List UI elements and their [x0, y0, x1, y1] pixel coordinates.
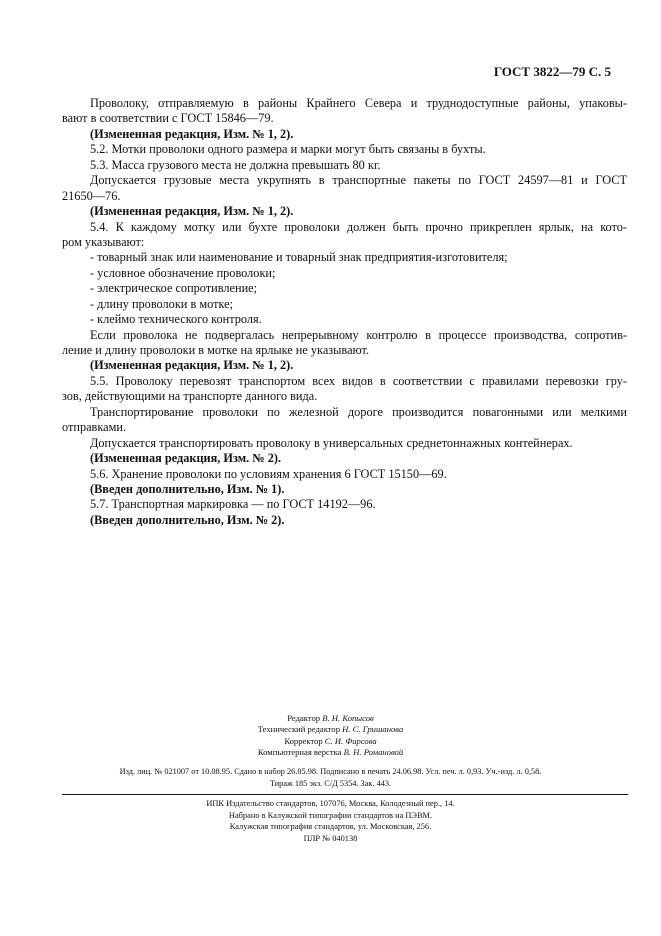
- publication-line: Тираж 185 экз. С/Д 5354. Зак. 443.: [269, 779, 392, 788]
- amendment-note: (Измененная редакция, Изм. № 1, 2).: [90, 204, 294, 219]
- credit-role: Технический редактор: [257, 724, 341, 735]
- publication-line: Изд. лиц. № 021007 от 10.08.95. Сдано в набор 26.05.98. Подписано в печать 24.06.98. Усл. печ. л. 0,93. Уч.-изд. л. 0,58.: [119, 767, 542, 776]
- text-line: - условное обозначение проволоки;: [90, 265, 276, 280]
- text-line: отправками.: [62, 420, 127, 435]
- credit-name: С. И. Фирсова: [324, 735, 377, 746]
- text-line: Если проволока не подвергалась непрерывному контролю в процессе производства, сопротив-: [90, 327, 627, 342]
- text-line: ром указывают:: [62, 234, 145, 249]
- text-line: Допускается грузовые места укрупнять в транспортные пакеты по ГОСТ 24597—81 и ГОСТ: [90, 173, 627, 188]
- imprint-line: Калужская типография стандартов, ул. Московская, 256.: [229, 822, 432, 831]
- credit-role: Корректор: [284, 735, 323, 746]
- imprint: [0, 798, 661, 844]
- amendment-note: (Измененная редакция, Изм. № 2).: [90, 451, 282, 466]
- document-body: [62, 96, 627, 528]
- imprint-line: Набрано в Калужской типографии стандартов на ПЭВМ.: [228, 810, 433, 820]
- divider: [62, 794, 628, 795]
- text-line: - товарный знак или наименование и товарный знак предприятия-изготовителя;: [90, 250, 508, 265]
- amendment-note: (Измененная редакция, Изм. № 1, 2).: [90, 358, 294, 373]
- credit-name: В. Н. Романовой: [343, 746, 404, 757]
- credit-line: [0, 724, 661, 735]
- credit-line: [0, 713, 661, 724]
- text-line: Транспортирование проволоки по железной дороге производится повагонными или мелкими: [90, 404, 627, 419]
- text-line: ление и длину проволоки в мотке на ярлыке не указывают.: [62, 343, 370, 357]
- publication-info: [0, 766, 661, 790]
- text-line: - длину проволоки в мотке;: [90, 296, 234, 311]
- credit-role: Редактор: [287, 713, 321, 723]
- imprint-line: ИПК Издательство стандартов, 107076, Москва, Колодезный пер., 14.: [206, 799, 455, 808]
- text-line: вают в соответствии с ГОСТ 15846—79.: [62, 111, 274, 126]
- text-line: Проволоку, отправляемую в районы Крайнего Севера и труднодоступные районы, упаковы-: [90, 96, 627, 110]
- text-line: зов, действующими на транспорте данного вида.: [62, 389, 318, 404]
- text-line: Допускается транспортировать проволоку в универсальных среднетоннажных контейнерах.: [90, 435, 573, 450]
- text-line: - клеймо технического контроля.: [90, 312, 262, 327]
- text-line: 5.7. Транспортная маркировка — по ГОСТ 14192—96.: [90, 497, 376, 512]
- text-line: 21650—76.: [62, 188, 121, 203]
- amendment-note: (Измененная редакция, Изм. № 1, 2).: [90, 126, 294, 141]
- text-line: 5.2. Мотки проволоки одного размера и марки могут быть связаны в бухты.: [90, 142, 486, 157]
- credit-name: Н. С. Гришанова: [342, 724, 404, 735]
- text-line: - электрическое сопротивление;: [90, 281, 258, 296]
- text-line: 5.5. Проволоку перевозят транспортом всех видов в соответствии с правилами перевозки гру-: [90, 373, 627, 388]
- text-line: 5.4. К каждому мотку или бухте проволоки должен быть прочно прикреплен ярлык, на кото-: [90, 219, 627, 234]
- page-header: ГОСТ 3822—79 С. 5: [493, 64, 611, 79]
- text-line: 5.3. Масса грузового места не должна превышать 80 кг.: [90, 157, 381, 172]
- imprint-line: ПЛР № 040138: [303, 833, 358, 843]
- amendment-note: (Введен дополнительно, Изм. № 1).: [90, 481, 285, 496]
- credit-line: [0, 736, 661, 747]
- amendment-note: (Введен дополнительно, Изм. № 2).: [90, 512, 285, 527]
- credit-name: В. Н. Копысов: [322, 713, 374, 723]
- credits: [0, 713, 661, 758]
- credit-line: [0, 747, 661, 758]
- text-line: 5.6. Хранение проволоки по условиям хранения 6 ГОСТ 15150—69.: [90, 466, 447, 481]
- credit-role: Компьютерная верстка: [257, 746, 342, 757]
